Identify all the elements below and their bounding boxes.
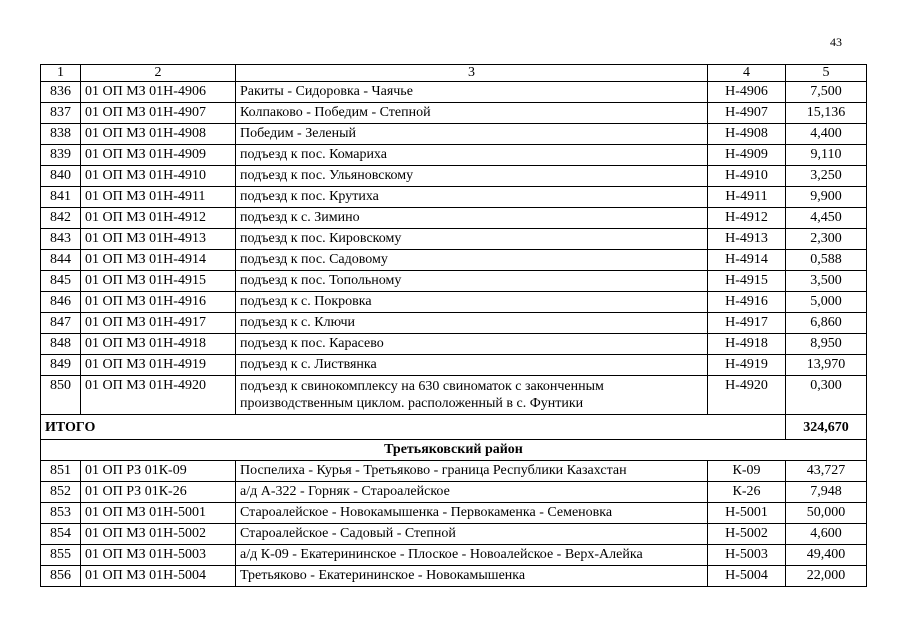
table-cell: 01 ОП МЗ 01Н-5002 — [81, 524, 236, 545]
table-cell: Н-4911 — [708, 187, 786, 208]
table-cell: 9,900 — [786, 187, 867, 208]
table-cell: 844 — [41, 250, 81, 271]
table-cell: Н-4907 — [708, 103, 786, 124]
table-cell: 22,000 — [786, 566, 867, 587]
total-row — [41, 415, 867, 440]
table-cell: подъезд к с. Покровка — [236, 292, 708, 313]
table-cell: 0,588 — [786, 250, 867, 271]
table-cell: 01 ОП МЗ 01Н-4916 — [81, 292, 236, 313]
table-cell: 01 ОП МЗ 01Н-4912 — [81, 208, 236, 229]
table-cell: 43,727 — [786, 461, 867, 482]
table-cell: 856 — [41, 566, 81, 587]
table-cell: Колпаково - Победим - Степной — [236, 103, 708, 124]
table-cell: 01 ОП МЗ 01Н-5003 — [81, 545, 236, 566]
table-row — [41, 208, 867, 229]
table-cell: Н-5002 — [708, 524, 786, 545]
table-cell: Третьяково - Екатерининское - Новокамышенка — [236, 566, 708, 587]
table-cell: 01 ОП МЗ 01Н-4908 — [81, 124, 236, 145]
table-cell: Н-4912 — [708, 208, 786, 229]
table-cell: 01 ОП МЗ 01Н-5001 — [81, 503, 236, 524]
table-cell: 847 — [41, 313, 81, 334]
table-cell: 3,250 — [786, 166, 867, 187]
table-cell: 7,500 — [786, 82, 867, 103]
table-cell: Н-4914 — [708, 250, 786, 271]
table-cell: 6,860 — [786, 313, 867, 334]
table-cell: 4,600 — [786, 524, 867, 545]
table-row — [41, 103, 867, 124]
table-cell: 13,970 — [786, 355, 867, 376]
table-cell: 01 ОП МЗ 01Н-4919 — [81, 355, 236, 376]
table-cell: 5,000 — [786, 292, 867, 313]
table-row — [41, 124, 867, 145]
table-cell: 851 — [41, 461, 81, 482]
table-cell: 853 — [41, 503, 81, 524]
column-header: 1 — [41, 65, 81, 82]
table-cell: 854 — [41, 524, 81, 545]
table-cell: подъезд к пос. Садовому — [236, 250, 708, 271]
table-cell: Н-4918 — [708, 334, 786, 355]
table-cell: 01 ОП МЗ 01Н-4914 — [81, 250, 236, 271]
table-cell: 01 ОП МЗ 01Н-4907 — [81, 103, 236, 124]
table-cell: Н-4906 — [708, 82, 786, 103]
column-number-row — [41, 65, 867, 82]
table-row — [41, 545, 867, 566]
table-cell: Н-5001 — [708, 503, 786, 524]
table-row — [41, 355, 867, 376]
table-row — [41, 524, 867, 545]
table-cell: 01 ОП РЗ 01К-09 — [81, 461, 236, 482]
section-heading: Третьяковский район — [41, 440, 867, 461]
table-cell: 836 — [41, 82, 81, 103]
table-cell: 01 ОП МЗ 01Н-4917 — [81, 313, 236, 334]
table-cell: подъезд к с. Зимино — [236, 208, 708, 229]
table-cell: 9,110 — [786, 145, 867, 166]
section-heading-row — [41, 440, 867, 461]
table-cell: 852 — [41, 482, 81, 503]
table-cell: 848 — [41, 334, 81, 355]
table-cell: Н-4915 — [708, 271, 786, 292]
table-cell: 837 — [41, 103, 81, 124]
table-row — [41, 313, 867, 334]
table-cell: К-26 — [708, 482, 786, 503]
table-cell: Н-4908 — [708, 124, 786, 145]
table-cell: 4,450 — [786, 208, 867, 229]
table-cell: подъезд к пос. Комариха — [236, 145, 708, 166]
table-cell: 50,000 — [786, 503, 867, 524]
table-cell: 840 — [41, 166, 81, 187]
column-header: 2 — [81, 65, 236, 82]
table-cell: подъезд к пос. Крутиха — [236, 187, 708, 208]
table-cell: 845 — [41, 271, 81, 292]
table-row — [41, 166, 867, 187]
table-cell: К-09 — [708, 461, 786, 482]
table-row — [41, 82, 867, 103]
table-cell: 01 ОП МЗ 01Н-4915 — [81, 271, 236, 292]
total-value: 324,670 — [786, 415, 867, 440]
table-cell: подъезд к с. Листвянка — [236, 355, 708, 376]
table-cell: 4,400 — [786, 124, 867, 145]
table-cell: Поспелиха - Курья - Третьяково - граница Республики Казахстан — [236, 461, 708, 482]
table-cell: а/д К-09 - Екатерининское - Плоское - Новоалейское - Верх-Алейка — [236, 545, 708, 566]
table-cell: Н-5003 — [708, 545, 786, 566]
column-header: 3 — [236, 65, 708, 82]
table-cell: Н-4916 — [708, 292, 786, 313]
table-cell: 01 ОП МЗ 01Н-4920 — [81, 376, 236, 415]
table-cell: Староалейское - Новокамышенка - Первокаменка - Семеновка — [236, 503, 708, 524]
table-cell: 7,948 — [786, 482, 867, 503]
table-cell: Н-4909 — [708, 145, 786, 166]
table-cell: подъезд к с. Ключи — [236, 313, 708, 334]
table-cell: 49,400 — [786, 545, 867, 566]
table-row — [41, 250, 867, 271]
table-row — [41, 503, 867, 524]
table-cell: 841 — [41, 187, 81, 208]
table-row — [41, 482, 867, 503]
roads-table — [40, 64, 867, 587]
table-cell: Н-4917 — [708, 313, 786, 334]
table-cell: 842 — [41, 208, 81, 229]
table-cell: а/д А-322 - Горняк - Староалейское — [236, 482, 708, 503]
table-row — [41, 461, 867, 482]
table-cell: 01 ОП МЗ 01Н-4911 — [81, 187, 236, 208]
table-cell: 839 — [41, 145, 81, 166]
table-cell: 849 — [41, 355, 81, 376]
table-cell: 01 ОП МЗ 01Н-4918 — [81, 334, 236, 355]
table-cell: Н-4910 — [708, 166, 786, 187]
table-cell: подъезд к пос. Топольному — [236, 271, 708, 292]
table-cell: 3,500 — [786, 271, 867, 292]
total-label: ИТОГО — [41, 415, 786, 440]
table-cell: 15,136 — [786, 103, 867, 124]
table-row — [41, 566, 867, 587]
table-cell: 01 ОП МЗ 01Н-4913 — [81, 229, 236, 250]
table-cell: 843 — [41, 229, 81, 250]
table-cell: Н-4913 — [708, 229, 786, 250]
table-cell: 846 — [41, 292, 81, 313]
table-cell: Н-4919 — [708, 355, 786, 376]
table-row — [41, 292, 867, 313]
table-cell: 8,950 — [786, 334, 867, 355]
table-cell: подъезд к свинокомплексу на 630 свиноматок с законченным производственным циклом. расположенный в с. Фунтики — [236, 376, 708, 415]
table-cell: 01 ОП МЗ 01Н-5004 — [81, 566, 236, 587]
table-row — [41, 376, 867, 415]
table-cell: 838 — [41, 124, 81, 145]
table-row — [41, 334, 867, 355]
table-row — [41, 271, 867, 292]
table-cell: Ракиты - Сидоровка - Чаячье — [236, 82, 708, 103]
table-cell: подъезд к пос. Карасево — [236, 334, 708, 355]
table-cell: Победим - Зеленый — [236, 124, 708, 145]
table-cell: 2,300 — [786, 229, 867, 250]
table-cell: 01 ОП РЗ 01К-26 — [81, 482, 236, 503]
page-number: 43 — [830, 35, 842, 49]
table-row — [41, 187, 867, 208]
column-header: 4 — [708, 65, 786, 82]
table-cell: 0,300 — [786, 376, 867, 415]
table-cell: Н-4920 — [708, 376, 786, 415]
column-header: 5 — [786, 65, 867, 82]
table-cell: 01 ОП МЗ 01Н-4910 — [81, 166, 236, 187]
table-cell: 855 — [41, 545, 81, 566]
table-cell: Н-5004 — [708, 566, 786, 587]
table-cell: 01 ОП МЗ 01Н-4906 — [81, 82, 236, 103]
table-cell: 01 ОП МЗ 01Н-4909 — [81, 145, 236, 166]
table-cell: 850 — [41, 376, 81, 415]
table-row — [41, 229, 867, 250]
table-cell: подъезд к пос. Ульяновскому — [236, 166, 708, 187]
table-row — [41, 145, 867, 166]
table-cell: Староалейское - Садовый - Степной — [236, 524, 708, 545]
table-cell: подъезд к пос. Кировскому — [236, 229, 708, 250]
